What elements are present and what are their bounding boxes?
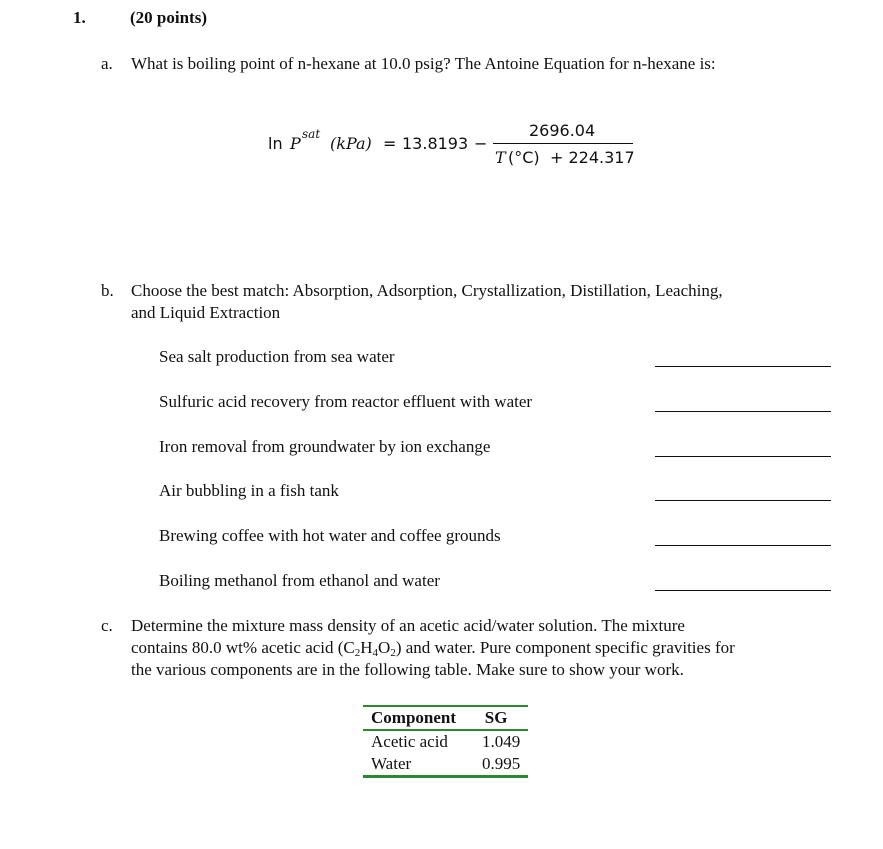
answer-blank-2[interactable] bbox=[655, 411, 831, 412]
part-b-question-line1: Choose the best match: Absorption, Adsorption, Crystallization, Distillation, Leaching, bbox=[131, 281, 723, 300]
match-item: Sea salt production from sea water bbox=[159, 347, 395, 366]
problem-number: 1. bbox=[73, 8, 86, 27]
part-c-line2-pre: contains 80.0 wt% acetic acid (C bbox=[131, 638, 355, 657]
table-header-row bbox=[363, 706, 528, 730]
table-row bbox=[363, 753, 528, 777]
answer-blank-4[interactable] bbox=[655, 500, 831, 501]
eq-fraction-bar bbox=[493, 143, 633, 144]
table-cell-sg: 1.049 bbox=[482, 732, 521, 751]
match-item: Iron removal from groundwater by ion exchange bbox=[159, 437, 491, 456]
part-a-question: What is boiling point of n-hexane at 10.0 psig? The Antoine Equation for n-hexane is: bbox=[131, 54, 716, 73]
answer-blank-5[interactable] bbox=[655, 545, 831, 546]
eq-denominator-rest: + 224.317 bbox=[550, 148, 635, 167]
part-c-letter: c. bbox=[101, 616, 113, 635]
part-c-line1: Determine the mixture mass density of an acetic acid/water solution. The mixture bbox=[131, 616, 685, 635]
formula-o: O bbox=[378, 638, 391, 657]
answer-blank-6[interactable] bbox=[655, 590, 831, 591]
formula-sub-1: 2 bbox=[354, 647, 361, 659]
formula-h: H bbox=[360, 638, 373, 657]
eq-sat: sat bbox=[302, 127, 321, 141]
match-item: Air bubbling in a fish tank bbox=[159, 481, 339, 500]
part-c-line2-post: ) and water. Pure component specific gravities for bbox=[395, 638, 735, 657]
eq-p: P bbox=[290, 134, 301, 153]
table-cell-sg: 0.995 bbox=[482, 754, 521, 773]
problem-points: (20 points) bbox=[130, 8, 207, 27]
part-b-letter: b. bbox=[101, 281, 114, 300]
table-row bbox=[363, 730, 528, 753]
eq-equals: = bbox=[383, 134, 397, 153]
table-header-sg: SG bbox=[484, 708, 508, 727]
part-c-line3: the various components are in the following table. Make sure to show your work. bbox=[131, 660, 684, 679]
eq-numerator: 2696.04 bbox=[529, 121, 596, 140]
table-header-component: Component bbox=[371, 708, 457, 727]
match-item: Sulfuric acid recovery from reactor effluent with water bbox=[159, 392, 533, 411]
eq-constant: 13.8193 bbox=[402, 134, 469, 153]
sg-table bbox=[363, 705, 528, 778]
answer-blank-1[interactable] bbox=[655, 366, 831, 367]
match-item: Boiling methanol from ethanol and water bbox=[159, 571, 440, 590]
part-b-question-line2: and Liquid Extraction bbox=[131, 303, 281, 322]
formula-sub-3: 2 bbox=[390, 647, 396, 659]
eq-kpa: (kPa) bbox=[330, 134, 372, 153]
eq-degc: (°C) bbox=[508, 148, 540, 167]
match-item: Brewing coffee with hot water and coffee grounds bbox=[159, 526, 501, 545]
eq-ln: ln bbox=[268, 134, 283, 153]
eq-t: T bbox=[495, 148, 506, 167]
table-cell-component: Water bbox=[371, 754, 412, 773]
table-cell-component: Acetic acid bbox=[371, 732, 448, 751]
part-c-line2 bbox=[131, 638, 735, 659]
answer-blank-3[interactable] bbox=[655, 456, 831, 457]
part-a-letter: a. bbox=[101, 54, 113, 73]
eq-minus: − bbox=[474, 134, 488, 153]
formula-sub-2: 4 bbox=[372, 647, 379, 659]
